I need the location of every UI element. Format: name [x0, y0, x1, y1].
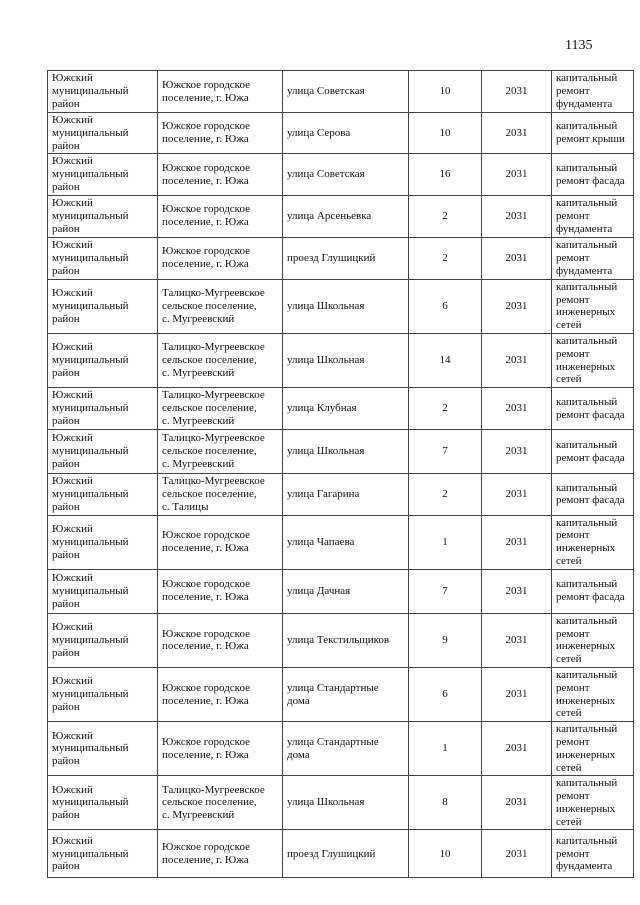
street-cell — [283, 154, 409, 195]
year-cell — [482, 613, 552, 667]
street-cell-text: улица Арсеньевка — [287, 209, 372, 222]
house-number-cell-text: 7 — [442, 445, 448, 458]
district-cell-text: Южский муниципальный район — [52, 572, 129, 610]
table-body — [48, 71, 634, 878]
street-cell — [283, 113, 409, 154]
year-cell-text: 2031 — [505, 354, 528, 367]
table-row — [48, 237, 634, 279]
district-cell-text: Южский муниципальный район — [52, 475, 129, 513]
district-cell-text: Южский муниципальный район — [52, 72, 129, 110]
year-cell — [482, 667, 552, 721]
district-cell — [48, 388, 158, 430]
district-cell-text: Южский муниципальный район — [52, 522, 129, 561]
district-cell-text: Южский муниципальный район — [52, 432, 129, 471]
street-cell-text: улица Чапаева — [287, 535, 355, 548]
street-cell — [283, 279, 409, 333]
street-cell — [283, 71, 409, 113]
settlement-cell — [158, 430, 283, 474]
house-number-cell-text: 1 — [442, 535, 448, 548]
settlement-cell — [158, 515, 283, 569]
settlement-cell-text: Южское городское поселение, г. Южа — [162, 681, 250, 707]
year-cell — [482, 195, 552, 237]
work-type-cell-text: капитальный ремонт фундамента — [556, 197, 618, 235]
work-type-cell — [552, 154, 634, 195]
house-number-cell-text: 16 — [439, 168, 451, 181]
house-number-cell — [409, 195, 482, 237]
settlement-cell — [158, 113, 283, 154]
work-type-cell — [552, 613, 634, 667]
district-cell — [48, 71, 158, 113]
table-row — [48, 569, 634, 613]
house-number-cell — [409, 388, 482, 430]
district-cell — [48, 237, 158, 279]
settlement-cell — [158, 195, 283, 237]
street-cell-text: улица Стандартные дома — [287, 681, 379, 707]
street-cell-text: улица Текстильщиков — [287, 633, 390, 646]
street-cell — [283, 569, 409, 613]
repair-schedule-table — [47, 70, 634, 878]
settlement-cell — [158, 667, 283, 721]
street-cell — [283, 388, 409, 430]
work-type-cell — [552, 515, 634, 569]
house-number-cell — [409, 515, 482, 569]
house-number-cell-text: 9 — [442, 633, 448, 646]
year-cell-text: 2031 — [505, 126, 528, 139]
work-type-cell — [552, 430, 634, 474]
settlement-cell-text: Талицко-Мугреевское сельское поселение, с. Мугреевский — [162, 389, 265, 428]
house-number-cell-text: 2 — [442, 209, 448, 222]
street-cell-text: улица Стандартные дома — [287, 735, 379, 761]
house-number-cell — [409, 430, 482, 474]
table-row — [48, 722, 634, 776]
settlement-cell — [158, 237, 283, 279]
year-cell-text: 2031 — [505, 796, 528, 809]
street-cell-text: улица Школьная — [287, 445, 365, 458]
house-number-cell — [409, 279, 482, 333]
street-cell-text: улица Школьная — [287, 354, 365, 367]
work-type-cell-text: капитальный ремонт фундамента — [556, 72, 618, 110]
district-cell — [48, 333, 158, 387]
year-cell — [482, 333, 552, 387]
district-cell — [48, 515, 158, 569]
year-cell — [482, 388, 552, 430]
settlement-cell — [158, 154, 283, 195]
house-number-cell-text: 6 — [442, 299, 448, 312]
year-cell-text: 2031 — [505, 742, 528, 755]
work-type-cell-text: капитальный ремонт фасада — [556, 161, 625, 187]
work-type-cell — [552, 333, 634, 387]
house-number-cell-text: 2 — [442, 487, 448, 500]
settlement-cell — [158, 279, 283, 333]
table-row — [48, 830, 634, 878]
year-cell-text: 2031 — [505, 847, 528, 860]
settlement-cell-text: Южское городское поселение, г. Южа — [162, 841, 250, 866]
year-cell — [482, 279, 552, 333]
year-cell — [482, 776, 552, 830]
street-cell-text: улица Школьная — [287, 299, 365, 312]
house-number-cell-text: 14 — [439, 354, 451, 367]
work-type-cell — [552, 113, 634, 154]
house-number-cell — [409, 154, 482, 195]
district-cell — [48, 667, 158, 721]
house-number-cell — [409, 333, 482, 387]
table-row — [48, 195, 634, 237]
district-cell — [48, 430, 158, 474]
house-number-cell-text: 10 — [439, 85, 451, 98]
street-cell-text: улица Дачная — [287, 584, 351, 597]
work-type-cell-text: капитальный ремонт инженерных сетей — [556, 334, 618, 386]
table-row — [48, 154, 634, 195]
work-type-cell — [552, 569, 634, 613]
year-cell-text: 2031 — [505, 584, 528, 597]
year-cell — [482, 430, 552, 474]
year-cell-text: 2031 — [505, 445, 528, 458]
house-number-cell-text: 6 — [442, 688, 448, 701]
settlement-cell-text: Талицко-Мугреевское сельское поселение, с. Талицы — [162, 475, 265, 513]
settlement-cell-text: Южское городское поселение, г. Южа — [162, 529, 250, 555]
settlement-cell-text: Южское городское поселение, г. Южа — [162, 627, 250, 653]
settlement-cell-text: Южское городское поселение, г. Южа — [162, 245, 250, 271]
settlement-cell-text: Талицко-Мугреевское сельское поселение, с. Мугреевский — [162, 783, 265, 822]
street-cell — [283, 613, 409, 667]
table-row — [48, 430, 634, 474]
house-number-cell — [409, 474, 482, 515]
house-number-cell-text: 2 — [442, 402, 448, 415]
house-number-cell-text: 8 — [442, 796, 448, 809]
district-cell — [48, 613, 158, 667]
house-number-cell — [409, 71, 482, 113]
work-type-cell — [552, 667, 634, 721]
settlement-cell — [158, 474, 283, 515]
street-cell-text: улица Советская — [287, 168, 365, 181]
work-type-cell-text: капитальный ремонт инженерных сетей — [556, 723, 618, 774]
settlement-cell — [158, 776, 283, 830]
settlement-cell-text: Южское городское поселение, г. Южа — [162, 203, 250, 229]
house-number-cell — [409, 776, 482, 830]
district-cell — [48, 113, 158, 154]
year-cell-text: 2031 — [505, 487, 528, 500]
work-type-cell — [552, 776, 634, 830]
district-cell — [48, 195, 158, 237]
work-type-cell — [552, 830, 634, 878]
work-type-cell — [552, 195, 634, 237]
street-cell-text: улица Серова — [287, 126, 351, 139]
street-cell — [283, 776, 409, 830]
settlement-cell-text: Южское городское поселение, г. Южа — [162, 78, 250, 104]
house-number-cell-text: 10 — [439, 126, 451, 139]
district-cell — [48, 830, 158, 878]
settlement-cell-text: Южское городское поселение, г. Южа — [162, 735, 250, 761]
year-cell — [482, 71, 552, 113]
year-cell-text: 2031 — [505, 251, 528, 264]
year-cell — [482, 154, 552, 195]
district-cell — [48, 279, 158, 333]
work-type-cell-text: капитальный ремонт инженерных сетей — [556, 280, 618, 332]
work-type-cell — [552, 279, 634, 333]
work-type-cell-text: капитальный ремонт инженерных сетей — [556, 777, 618, 828]
district-cell-text: Южский муниципальный район — [52, 239, 129, 277]
street-cell — [283, 667, 409, 721]
year-cell-text: 2031 — [505, 209, 528, 222]
settlement-cell — [158, 388, 283, 430]
table-row — [48, 515, 634, 569]
street-cell-text: проезд Глушицкий — [287, 251, 376, 264]
year-cell-text: 2031 — [505, 633, 528, 646]
district-cell-text: Южский муниципальный район — [52, 783, 129, 822]
year-cell-text: 2031 — [505, 535, 528, 548]
work-type-cell-text: капитальный ремонт инженерных сетей — [556, 614, 618, 666]
house-number-cell — [409, 113, 482, 154]
street-cell — [283, 515, 409, 569]
year-cell-text: 2031 — [505, 402, 528, 415]
district-cell — [48, 722, 158, 776]
settlement-cell — [158, 830, 283, 878]
house-number-cell — [409, 722, 482, 776]
district-cell — [48, 474, 158, 515]
street-cell — [283, 474, 409, 515]
year-cell — [482, 113, 552, 154]
street-cell — [283, 333, 409, 387]
settlement-cell-text: Южское городское поселение, г. Южа — [162, 120, 250, 146]
district-cell — [48, 776, 158, 830]
street-cell-text: улица Школьная — [287, 796, 365, 809]
street-cell — [283, 722, 409, 776]
work-type-cell-text: капитальный ремонт фасада — [556, 395, 625, 421]
settlement-cell — [158, 722, 283, 776]
table-row — [48, 667, 634, 721]
district-cell-text: Южский муниципальный район — [52, 197, 129, 235]
work-type-cell-text: капитальный ремонт фасада — [556, 578, 625, 604]
settlement-cell-text: Южское городское поселение, г. Южа — [162, 578, 250, 604]
district-cell-text: Южский муниципальный район — [52, 389, 129, 428]
work-type-cell — [552, 388, 634, 430]
year-cell-text: 2031 — [505, 299, 528, 312]
work-type-cell-text: капитальный ремонт фасада — [556, 481, 625, 507]
page-number: 1135 — [565, 38, 593, 53]
settlement-cell — [158, 71, 283, 113]
house-number-cell-text: 7 — [442, 584, 448, 597]
settlement-cell — [158, 569, 283, 613]
table-row — [48, 113, 634, 154]
district-cell-text: Южский муниципальный район — [52, 621, 129, 659]
work-type-cell-text: капитальный ремонт фундамента — [556, 239, 618, 277]
district-cell — [48, 154, 158, 195]
house-number-cell — [409, 237, 482, 279]
work-type-cell-text: капитальный ремонт фасада — [556, 438, 625, 464]
year-cell — [482, 515, 552, 569]
house-number-cell-text: 1 — [442, 742, 448, 755]
house-number-cell-text: 10 — [439, 847, 451, 860]
table-row — [48, 279, 634, 333]
district-cell — [48, 569, 158, 613]
district-cell-text: Южский муниципальный район — [52, 114, 129, 152]
settlement-cell-text: Талицко-Мугреевское сельское поселение, с. Мугреевский — [162, 432, 265, 471]
year-cell — [482, 237, 552, 279]
table-row — [48, 333, 634, 387]
district-cell-text: Южский муниципальный район — [52, 834, 129, 873]
table-row — [48, 776, 634, 830]
street-cell-text: улица Гагарина — [287, 487, 360, 500]
table-row — [48, 613, 634, 667]
year-cell-text: 2031 — [505, 85, 528, 98]
street-cell — [283, 237, 409, 279]
street-cell-text: улица Советская — [287, 85, 365, 98]
work-type-cell-text: капитальный ремонт инженерных сетей — [556, 668, 618, 720]
district-cell-text: Южский муниципальный район — [52, 729, 129, 768]
year-cell — [482, 722, 552, 776]
work-type-cell-text: капитальный ремонт инженерных сетей — [556, 516, 618, 567]
settlement-cell-text: Талицко-Мугреевское сельское поселение, с. Мугреевский — [162, 287, 265, 325]
street-cell — [283, 195, 409, 237]
district-cell-text: Южский муниципальный район — [52, 287, 129, 325]
year-cell-text: 2031 — [505, 688, 528, 701]
street-cell-text: проезд Глушицкий — [287, 847, 376, 860]
work-type-cell — [552, 237, 634, 279]
work-type-cell-text: капитальный ремонт крыши — [556, 120, 625, 146]
year-cell-text: 2031 — [505, 168, 528, 181]
house-number-cell — [409, 569, 482, 613]
work-type-cell — [552, 474, 634, 515]
settlement-cell — [158, 333, 283, 387]
table-row — [48, 71, 634, 113]
house-number-cell — [409, 830, 482, 878]
street-cell — [283, 830, 409, 878]
year-cell — [482, 569, 552, 613]
settlement-cell-text: Талицко-Мугреевское сельское поселение, с. Мугреевский — [162, 341, 265, 379]
street-cell-text: улица Клубная — [287, 402, 357, 415]
table-row — [48, 474, 634, 515]
settlement-cell-text: Южское городское поселение, г. Южа — [162, 161, 250, 187]
street-cell — [283, 430, 409, 474]
house-number-cell-text: 2 — [442, 251, 448, 264]
work-type-cell-text: капитальный ремонт фундамента — [556, 834, 618, 873]
house-number-cell — [409, 667, 482, 721]
year-cell — [482, 830, 552, 878]
district-cell-text: Южский муниципальный район — [52, 155, 129, 193]
district-cell-text: Южский муниципальный район — [52, 675, 129, 713]
house-number-cell — [409, 613, 482, 667]
year-cell — [482, 474, 552, 515]
work-type-cell — [552, 71, 634, 113]
settlement-cell — [158, 613, 283, 667]
district-cell-text: Южский муниципальный район — [52, 341, 129, 379]
table-row — [48, 388, 634, 430]
work-type-cell — [552, 722, 634, 776]
